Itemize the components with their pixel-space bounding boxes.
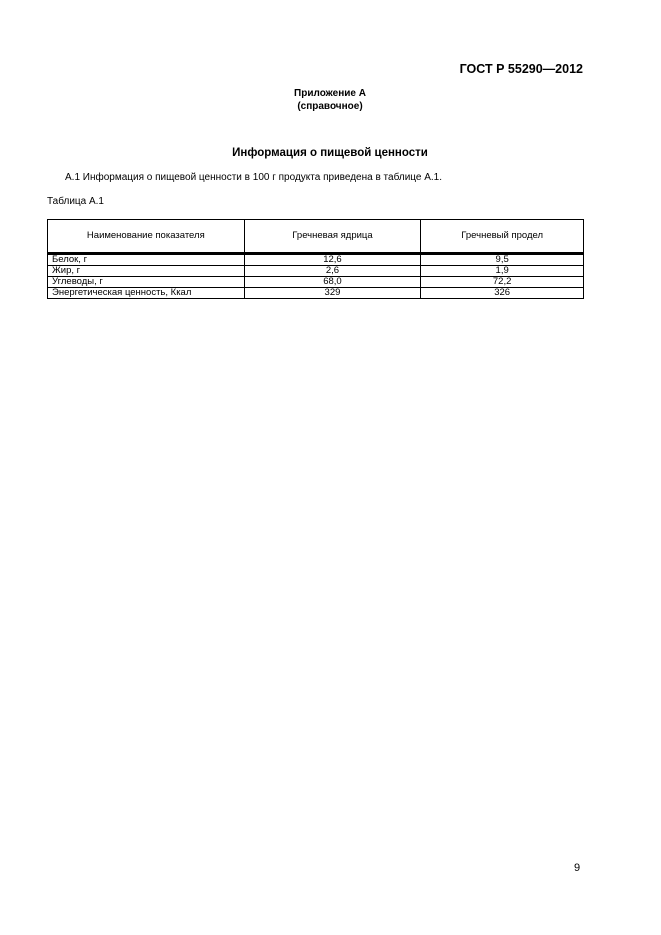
cell-value: 1,9 bbox=[421, 266, 584, 277]
paragraph-a1: А.1 Информация о пищевой ценности в 100 г продукта приведена в таблице А.1. bbox=[65, 172, 443, 183]
section-title: Информация о пищевой ценности bbox=[232, 147, 428, 159]
cell-value: 9,5 bbox=[421, 254, 584, 266]
nutrition-table bbox=[47, 219, 584, 299]
column-header-groats: Гречневая ядрица bbox=[244, 220, 421, 254]
column-header-indicator: Наименование показателя bbox=[48, 220, 245, 254]
annex-title: Приложение А bbox=[294, 88, 366, 99]
table-row bbox=[48, 266, 584, 277]
row-label: Жир, г bbox=[48, 266, 245, 277]
annex-subtitle: (справочное) bbox=[297, 101, 363, 112]
table-row bbox=[48, 254, 584, 266]
cell-value: 329 bbox=[244, 288, 421, 299]
cell-value: 326 bbox=[421, 288, 584, 299]
page-number: 9 bbox=[574, 862, 581, 874]
table-header-row bbox=[48, 220, 584, 254]
column-header-split: Гречневый продел bbox=[421, 220, 584, 254]
row-label: Белок, г bbox=[48, 254, 245, 266]
cell-value: 2,6 bbox=[244, 266, 421, 277]
table-row bbox=[48, 277, 584, 288]
cell-value: 12,6 bbox=[244, 254, 421, 266]
row-label: Энергетическая ценность, Ккал bbox=[48, 288, 245, 299]
table-caption: Таблица А.1 bbox=[47, 196, 104, 207]
cell-value: 68,0 bbox=[244, 277, 421, 288]
cell-value: 72,2 bbox=[421, 277, 584, 288]
document-code: ГОСТ Р 55290—2012 bbox=[459, 62, 583, 76]
table-row bbox=[48, 288, 584, 299]
row-label: Углеводы, г bbox=[48, 277, 245, 288]
